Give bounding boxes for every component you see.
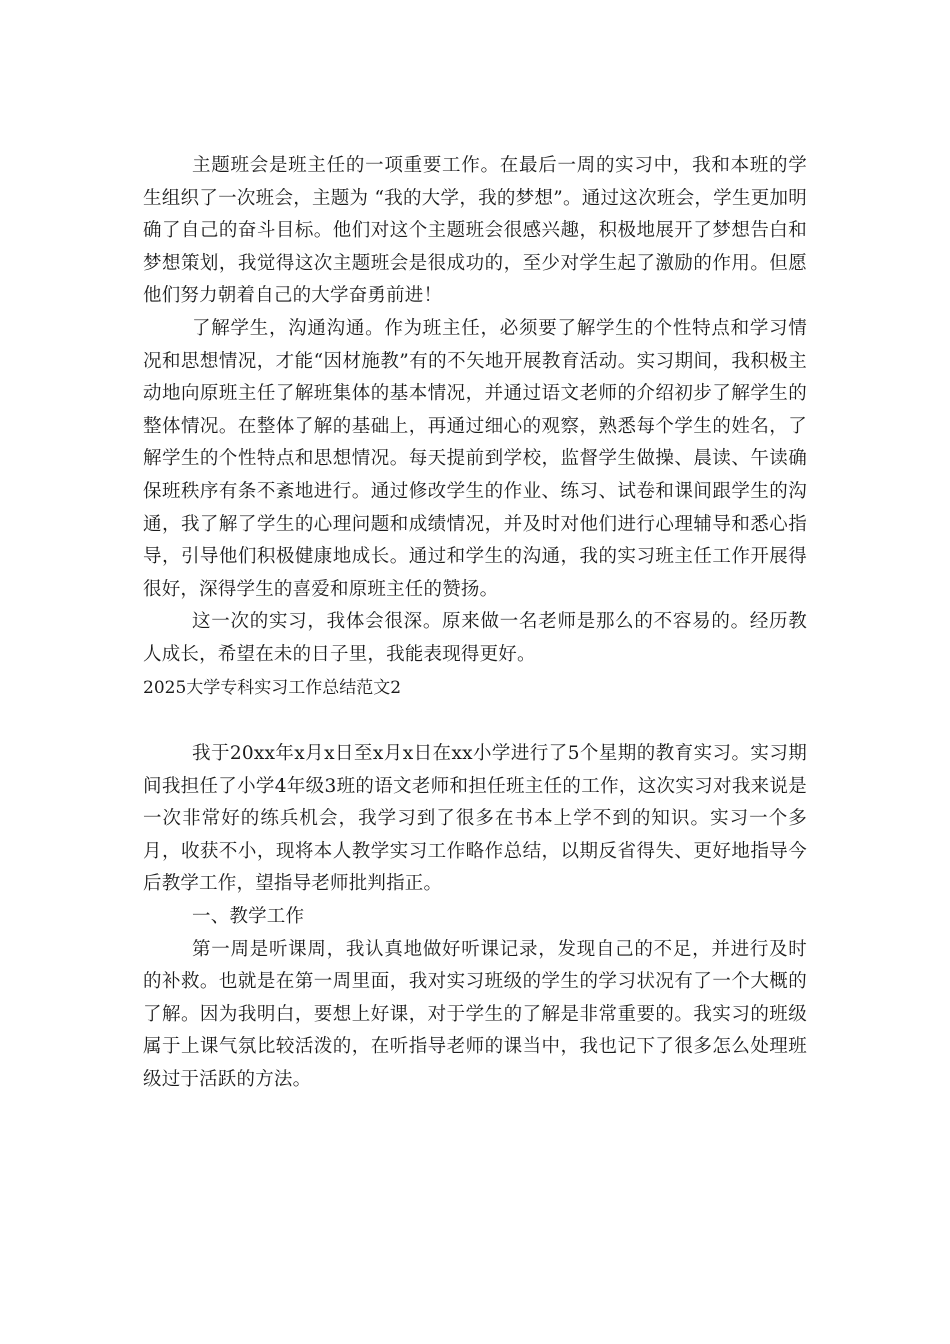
paragraph-reflection: 这一次的实习，我体会很深。原来做一名老师是那么的不容易的。经历教人成长，希望在未的日子里，我能表现得更好。: [143, 611, 807, 665]
paragraph-internship-intro: 我于20xx年x月x日至x月x日在xx小学进行了5个星期的教育实习。实习期间我担任了小学4年级3班的语文老师和担任班主任的工作，这次实习对我来说是一次非常好的练兵机会，我学习到了很多在书本上学不到的知识。实习一个多月，收获不小，现将本人教学实习工作略作总结，以期反省得失、更好地指导今后教学工作，望指导老师批判指正。: [143, 743, 807, 895]
subheading-teaching-work: 一、教学工作: [192, 906, 305, 928]
paragraph-understand-students: 了解学生，沟通沟通。作为班主任，必须要了解学生的个性特点和学习情况和思想情况，才能“因材施教”有的不矢地开展教育活动。实习期间，我积极主动地向原班主任了解班集体的基本情况，并通过语文老师的介绍初步了解学生的整体情况。在整体了解的基础上，再通过细心的观察，熟悉每个学生的姓名，了解学生的个性特点和思想情况。每天提前到学校，监督学生做操、晨读、午读确保班秩序有条不紊地进行。通过修改学生的作业、练习、试卷和课间跟学生的沟通，我了解了学生的心理问题和成绩情况，并及时对他们进行心理辅导和悉心指导，引导他们积极健康地成长。通过和学生的沟通，我的实习班主任工作开展得很好，深得学生的喜爱和原班主任的赞扬。: [143, 317, 807, 600]
document-page: [143, 150, 807, 1097]
section-title: 2025大学专科实习工作总结范文2: [143, 677, 402, 698]
blank-line: [143, 704, 807, 738]
paragraph-first-week: 第一周是听课周，我认真地做好听课记录，发现自己的不足，并进行及时的补救。也就是在第一周里面，我对实习班级的学生的学习状况有了一个大概的了解。因为我明白，要想上好课，对于学生的了解是非常重要的。我实习的班级属于上课气氛比较活泼的，在听指导老师的课当中，我也记下了很多怎么处理班级过于活跃的方法。: [143, 938, 807, 1091]
paragraph-class-meeting: 主题班会是班主任的一项重要工作。在最后一周的实习中，我和本班的学生组织了一次班会，主题为 “我的大学，我的梦想”。通过这次班会，学生更加明确了自己的奋斗目标。他们对这个主题班会很感兴趣，积极地展开了梦想告白和梦想策划，我觉得这次主题班会是很成功的，至少对学生起了激励的作用。但愿他们努力朝着自己的大学奋勇前进！: [143, 155, 807, 307]
